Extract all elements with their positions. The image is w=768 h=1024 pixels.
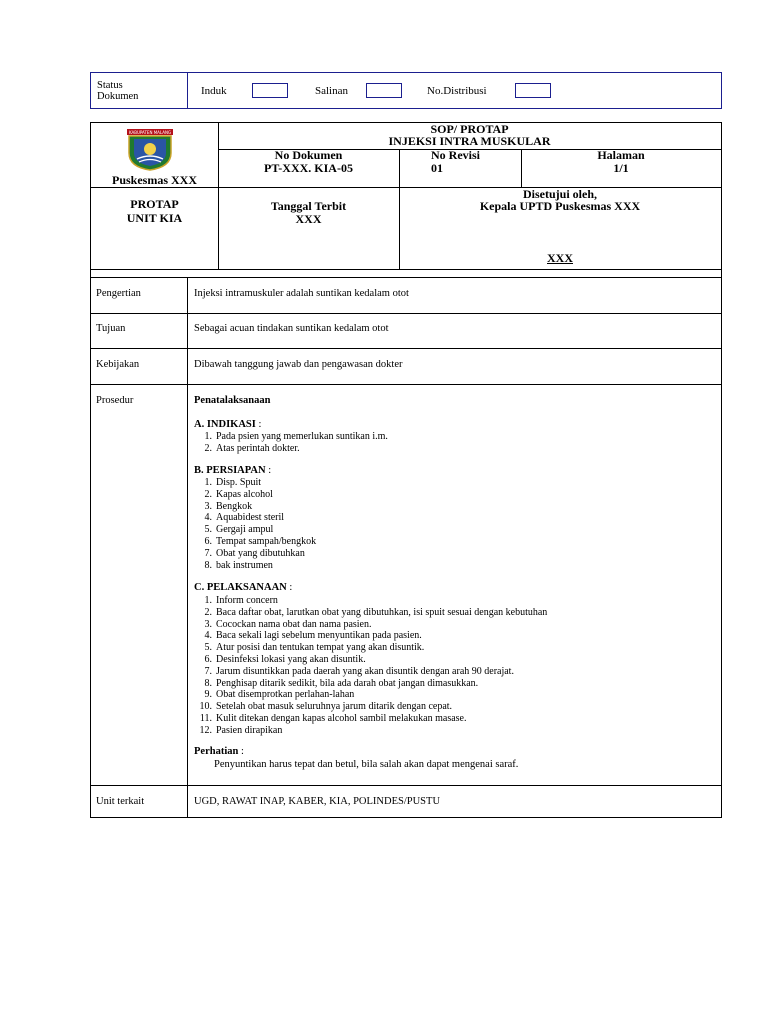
list-item-number: 2. (204, 442, 212, 454)
pengertian-label: Pengertian (96, 288, 141, 299)
list-item-number: 5. (204, 642, 212, 654)
list-item-number: 6. (204, 653, 212, 665)
list-item-text: Baca sekali lagi sebelum menyuntikan pada pasien. (216, 630, 422, 642)
list-item-number: 7. (204, 547, 212, 559)
no-revisi-label: No Revisi (431, 148, 480, 162)
list-item (194, 489, 316, 501)
sop-document (90, 122, 722, 818)
pengertian-text: Injeksi intramuskuler adalah suntikan kedalam otot (194, 288, 409, 299)
list-item-number: 12. (199, 724, 212, 736)
list-item (194, 595, 547, 607)
list-item-number: 5. (204, 524, 212, 536)
list-item-number: 1. (204, 431, 212, 442)
signatory-name: XXX (547, 251, 573, 265)
no-revisi-value: 01 (431, 161, 443, 175)
list-item-number: 4. (204, 630, 212, 642)
list-item-number: 8. (204, 677, 212, 689)
list-item-text: Kapas alcohol (216, 488, 273, 500)
tanggal-terbit-label: Tanggal Terbit (270, 199, 347, 213)
puskesmas-name: Puskesmas XXX (111, 173, 197, 187)
list-item-text: Penghisap ditarik sedikit, bila ada darah obat jangan dimasukkan. (216, 677, 479, 689)
list-item-text: Cocockan nama obat dan nama pasien. (216, 618, 372, 630)
unit-terkait-text: UGD, RAWAT INAP, KABER, KIA, POLINDES/PUSTU (194, 796, 441, 807)
induk-checkbox[interactable] (252, 83, 288, 98)
tujuan-text: Sebagai acuan tindakan suntikan kedalam otot (194, 323, 389, 334)
tujuan-label: Tujuan (96, 323, 126, 334)
tanggal-terbit-value: XXX (295, 212, 322, 226)
list-item-text: Tempat sampah/bengkok (216, 535, 317, 547)
list-item-text: Pasien dirapikan (216, 724, 283, 736)
status-dokumen-box (90, 72, 722, 109)
pelaksanaan-heading: C. PELAKSANAAN : (194, 582, 293, 593)
list-item-text: Baca daftar obat, larutkan obat yang dibutuhkan, isi spuit sesuai dengan kebutuhan (216, 606, 548, 618)
status-label: Status Dokumen (97, 80, 139, 102)
divider (91, 269, 721, 270)
list-item-text: Kulit ditekan dengan kapas alcohol sambil melakukan masase. (216, 712, 467, 724)
list-item-number: 1. (204, 595, 212, 606)
list-item (194, 678, 547, 690)
divider (187, 277, 188, 817)
list-item-number: 9. (204, 689, 212, 701)
kebijakan-text: Dibawah tanggung jawab dan pengawasan dokter (194, 359, 403, 370)
list-item (194, 619, 547, 631)
no-dokumen-value: PT-XXX. KIA-05 (264, 161, 353, 175)
divider (91, 785, 721, 786)
list-item (194, 701, 547, 713)
list-item-text: bak instrumen (216, 559, 273, 571)
list-item-number: 2. (204, 488, 212, 500)
list-item (194, 666, 547, 678)
list-item (194, 548, 316, 560)
list-item (194, 725, 547, 737)
list-item (194, 654, 547, 666)
list-item-text: Gergaji ampul (216, 524, 274, 536)
list-item (194, 607, 547, 619)
list-item-text: Jarum disuntikkan pada daerah yang akan disuntik dengan arah 90 derajat. (216, 665, 514, 677)
list-item (194, 477, 316, 489)
list-item (194, 560, 316, 572)
perhatian-heading: Perhatian : (194, 746, 244, 757)
list-item-number: 8. (204, 559, 212, 571)
list-item-number: 4. (204, 512, 212, 524)
list-item-text: Inform concern (216, 595, 278, 606)
indikasi-list (194, 431, 388, 455)
kepala-label: Kepala UPTD Puskesmas XXX (479, 199, 641, 213)
list-item (194, 689, 547, 701)
list-item-text: Disp. Spuit (216, 477, 262, 488)
salinan-label: Salinan (315, 85, 348, 97)
divider (91, 384, 721, 385)
list-item-text: Setelah obat masuk seluruhnya jarum ditarik dengan cepat. (216, 701, 453, 713)
list-item (194, 713, 547, 725)
list-item-number: 1. (204, 477, 212, 488)
list-item-text: Obat disemprotkan perlahan-lahan (216, 689, 355, 701)
list-item (194, 443, 388, 455)
list-item (194, 524, 316, 536)
unit-label: UNIT KIA (126, 211, 183, 225)
list-item-text: Pada psien yang memerlukan suntikan i.m. (216, 431, 388, 442)
persiapan-heading: B. PERSIAPAN : (194, 465, 272, 476)
list-item (194, 512, 316, 524)
list-item-text: Aquabidest steril (216, 512, 285, 524)
list-item-text: Atur posisi dan tentukan tempat yang akan disuntik. (216, 642, 425, 654)
list-item-number: 10. (199, 701, 212, 713)
penatalaksanaan-heading: Penatalaksanaan (194, 395, 271, 406)
list-item-number: 7. (204, 665, 212, 677)
sop-title: SOP/ PROTAP (430, 122, 509, 136)
halaman-label: Halaman (597, 148, 645, 162)
unit-terkait-label: Unit terkait (96, 796, 145, 807)
list-item-number: 3. (204, 618, 212, 630)
list-item (194, 642, 547, 654)
list-item-text: Obat yang dibutuhkan (216, 547, 305, 559)
list-item-text: Desinfeksi lokasi yang akan disuntik. (216, 653, 366, 665)
puskesmas-logo-icon (125, 127, 175, 171)
list-item-number: 11. (199, 712, 212, 724)
salinan-checkbox[interactable] (366, 83, 402, 98)
list-item (194, 501, 316, 513)
indikasi-heading: A. INDIKASI : (194, 419, 262, 430)
list-item (194, 630, 547, 642)
distribusi-checkbox[interactable] (515, 83, 551, 98)
divider (91, 313, 721, 314)
prosedur-label: Prosedur (96, 395, 134, 406)
procedure-title: INJEKSI INTRA MUSKULAR (388, 134, 551, 148)
list-item-text: Bengkok (216, 500, 253, 512)
divider (187, 73, 188, 108)
pelaksanaan-list (194, 595, 547, 737)
perhatian-text: Penyuntikan harus tepat dan betul, bila salah akan dapat mengenai saraf. (214, 759, 519, 770)
persiapan-list (194, 477, 316, 571)
list-item (194, 431, 388, 443)
protap-label: PROTAP (130, 197, 179, 211)
distribusi-label: No.Distribusi (427, 85, 487, 97)
list-item-number: 6. (204, 535, 212, 547)
halaman-value: 1/1 (613, 161, 629, 175)
list-item-text: Atas perintah dokter. (216, 442, 300, 454)
disetujui-label: Disetujui oleh, (522, 187, 597, 201)
logo-text: KABUPATEN MALANG (128, 130, 172, 135)
divider (91, 277, 721, 278)
list-item (194, 536, 316, 548)
list-item-number: 3. (204, 500, 212, 512)
induk-label: Induk (201, 85, 227, 97)
no-dokumen-label: No Dokumen (274, 148, 343, 162)
list-item-number: 2. (204, 606, 212, 618)
kebijakan-label: Kebijakan (96, 359, 140, 370)
divider (91, 348, 721, 349)
